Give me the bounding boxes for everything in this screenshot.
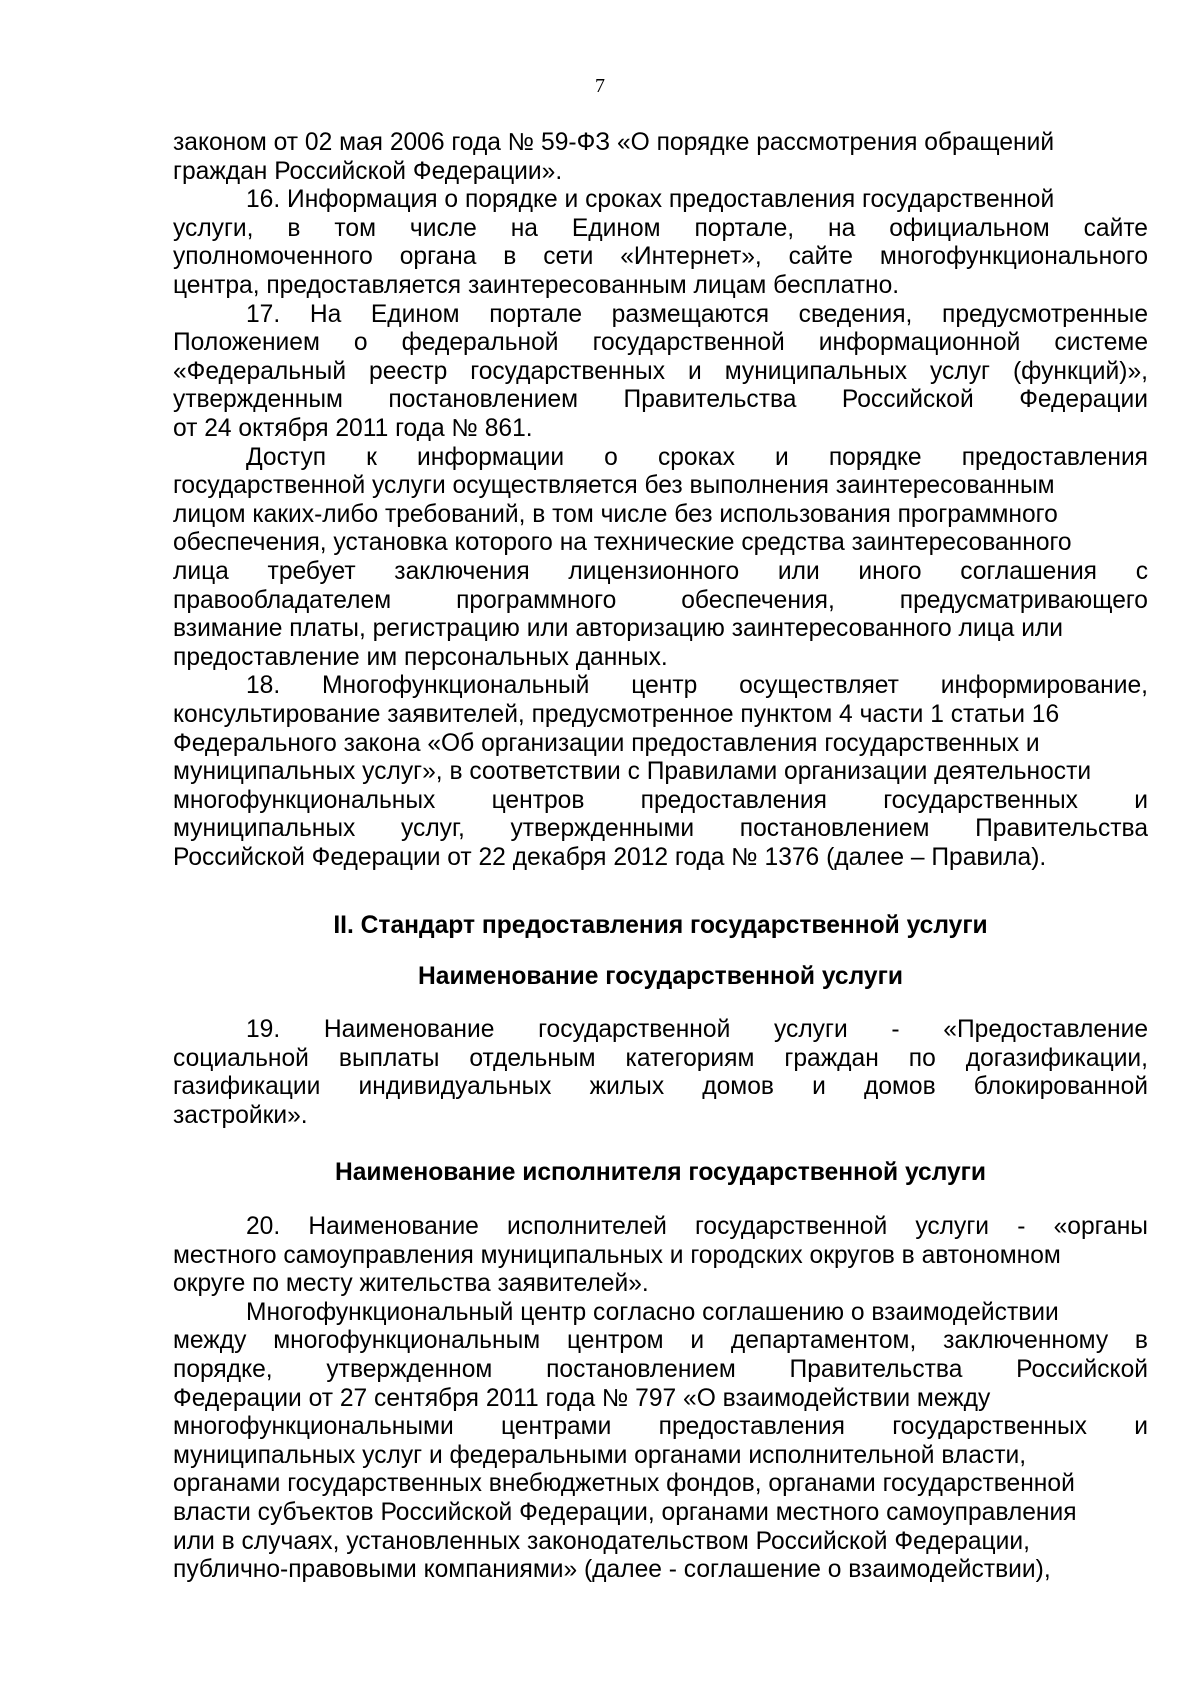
text-line: 17. На Едином портале размещаются сведения, предусмотренные xyxy=(246,300,1148,328)
text-line: многофункциональными центрами предоставления государственных и xyxy=(173,1413,1148,1441)
text-line: социальной выплаты отдельным категориям граждан по догазификации, xyxy=(173,1044,1148,1072)
text-line: органами государственных внебюджетных фондов, органами государственной xyxy=(173,1470,1075,1498)
text-line: услуги, в том числе на Едином портале, на официальном сайте xyxy=(173,214,1148,242)
text-line: муниципальных услуг и федеральными органами исполнительной власти, xyxy=(173,1441,1027,1469)
text-line: «Федеральный реестр государственных и муниципальных услуг (функций)», xyxy=(173,357,1148,385)
text-line: лица требует заключения лицензионного или иного соглашения с xyxy=(173,558,1148,585)
text-line: утвержденным постановлением Правительства Российской Федерации xyxy=(173,386,1148,414)
text-line: уполномоченного органа в сети «Интернет», сайте многофункционального xyxy=(173,243,1148,271)
text-line: Федерального закона «Об организации предоставления государственных и xyxy=(173,729,1040,757)
text-line: Доступ к информации о сроках и порядке предоставления xyxy=(246,443,1148,471)
text-line: местного самоуправления муниципальных и городских округов в автономном xyxy=(173,1241,1061,1269)
text-line: Федерации от 27 сентября 2011 года № 797 «О взаимодействии между xyxy=(173,1384,991,1412)
text-line: Многофункциональный центр согласно соглашению о взаимодействии xyxy=(246,1298,1059,1326)
text-line: центра, предоставляется заинтересованным лицам бесплатно. xyxy=(173,272,900,299)
text-line: Российской Федерации от 22 декабря 2012 года № 1376 (далее – Правила). xyxy=(173,844,1047,871)
text-line: застройки». xyxy=(173,1101,308,1129)
text-line: 18. Многофункциональный центр осуществляет информирование, xyxy=(246,672,1148,700)
text-line: муниципальных услуг», в соответствии с Правилами организации деятельности xyxy=(173,758,1092,786)
text-line: от 24 октября 2011 года № 861. xyxy=(173,415,533,442)
text-line: Положением о федеральной государственной информационной системе xyxy=(173,329,1148,357)
text-line: государственной услуги осуществляется без выполнения заинтересованным xyxy=(173,472,1055,500)
text-line: 20. Наименование исполнителей государственной услуги - «органы xyxy=(246,1213,1148,1240)
subheading-executor-name: Наименование исполнителя государственной услуги xyxy=(334,1159,987,1186)
text-line: граждан Российской Федерации». xyxy=(173,157,563,185)
section-heading: II. Стандарт предоставления государственной услуги xyxy=(333,912,988,939)
text-line: публично-правовыми компаниями» (далее - соглашение о взаимодействии), xyxy=(173,1556,1051,1584)
text-line: законом от 02 мая 2006 года № 59-ФЗ «О порядке рассмотрения обращений xyxy=(173,129,1055,156)
text-line: власти субъектов Российской Федерации, органами местного самоуправления xyxy=(173,1499,1077,1526)
text-line: обеспечения, установка которого на технические средства заинтересованного xyxy=(173,529,1072,557)
text-line: предоставление им персональных данных. xyxy=(173,643,668,671)
page-number: 7 xyxy=(595,75,605,97)
text-line: между многофункциональным центром и департаментом, заключенному в xyxy=(173,1327,1148,1355)
text-line: или в случаях, установленных законодательством Российской Федерации, xyxy=(173,1527,1030,1555)
text-line: округе по месту жительства заявителей». xyxy=(173,1270,649,1298)
text-line: 16. Информация о порядке и сроках предоставления государственной xyxy=(246,186,1055,214)
text-line: правообладателем программного обеспечения, предусматривающего xyxy=(173,586,1148,614)
text-line: консультирование заявителей, предусмотренное пунктом 4 части 1 статьи 16 xyxy=(173,701,1060,728)
subheading-service-name: Наименование государственной услуги xyxy=(418,963,903,990)
text-line: муниципальных услуг, утвержденными постановлением Правительства xyxy=(173,815,1148,843)
text-line: порядке, утвержденном постановлением Правительства Российской xyxy=(173,1356,1148,1383)
text-line: лицом каких-либо требований, в том числе без использования программного xyxy=(173,500,1058,528)
text-line: 19. Наименование государственной услуги - «Предоставление xyxy=(246,1016,1148,1043)
text-line: многофункциональных центров предоставления государственных и xyxy=(173,786,1148,814)
text-line: взимание платы, регистрацию или авторизацию заинтересованного лица или xyxy=(173,615,1064,643)
text-line: газификации индивидуальных жилых домов и домов блокированной xyxy=(173,1073,1148,1101)
